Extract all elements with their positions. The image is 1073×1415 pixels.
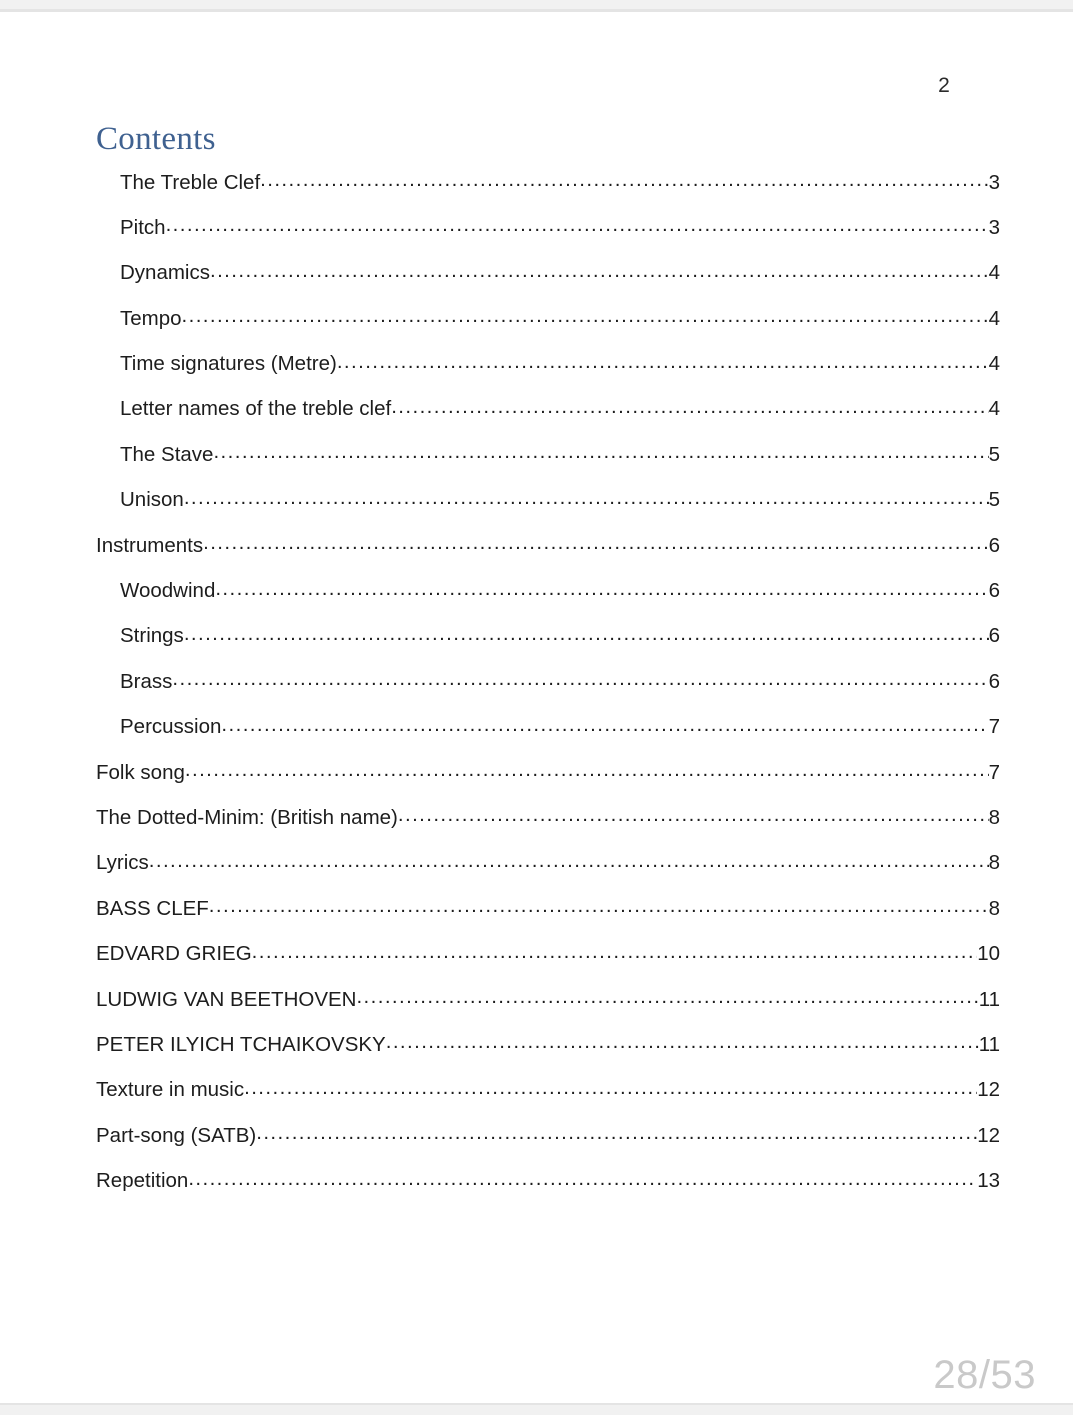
toc-entry[interactable] [0,213,1073,258]
toc-dot-leader [215,577,988,598]
toc-entry-label: Folk song [96,760,185,784]
page-folio-number: 2 [938,74,950,97]
toc-entry-page-number: 4 [988,397,1000,421]
toc-entry-page-number: 8 [988,896,1000,920]
toc-entry-label: Percussion [120,715,222,739]
toc-entry[interactable] [0,1076,1073,1121]
page-position-indicator: 28/53 [933,1353,1036,1397]
toc-dot-leader [337,350,989,371]
toc-entry-label: Texture in music [96,1078,245,1102]
toc-entry[interactable] [0,1030,1073,1075]
toc-dot-leader [172,667,988,688]
toc-dot-leader [184,486,989,507]
toc-dot-leader [203,531,988,552]
toc-entry[interactable] [0,713,1073,758]
toc-entry-page-number: 5 [988,442,1000,466]
toc-entry[interactable] [0,758,1073,803]
toc-dot-leader [256,1121,977,1142]
toc-entry-label: The Stave [120,442,214,466]
toc-entry-label: BASS CLEF [96,896,209,920]
toc-dot-leader [149,849,989,870]
toc-entry-page-number: 3 [988,215,1000,239]
toc-entry-label: LUDWIG VAN BEETHOVEN [96,987,357,1011]
toc-entry[interactable] [0,577,1073,622]
toc-entry-page-number: 5 [988,488,1000,512]
toc-entry-page-number: 7 [988,760,1000,784]
toc-entry-label: The Treble Clef [120,170,261,194]
toc-entry-label: The Dotted-Minim: (British name) [96,805,398,829]
toc-entry[interactable] [0,1167,1073,1212]
toc-entry[interactable] [0,259,1073,304]
toc-entry-page-number: 4 [988,261,1000,285]
toc-entry[interactable] [0,985,1073,1030]
toc-dot-leader [185,758,989,779]
toc-dot-leader [252,940,978,961]
toc-dot-leader [356,985,978,1006]
table-of-contents [0,168,1073,1212]
toc-entry[interactable] [0,531,1073,576]
toc-entry-label: Brass [120,669,173,693]
toc-dot-leader [188,1167,977,1188]
toc-entry[interactable] [0,849,1073,894]
toc-entry-page-number: 12 [977,1123,1000,1147]
toc-entry-label: Time signatures (Metre) [120,352,337,376]
toc-entry[interactable] [0,440,1073,485]
toc-entry-label: Dynamics [120,261,210,285]
toc-dot-leader [398,803,989,824]
toc-entry-label: Unison [120,488,184,512]
toc-entry-label: Part-song (SATB) [96,1123,257,1147]
toc-entry-label: Letter names of the treble clef [120,397,392,421]
toc-entry-label: Lyrics [96,851,149,875]
toc-dot-leader [244,1076,977,1097]
toc-entry[interactable] [0,803,1073,848]
toc-entry-page-number: 8 [988,851,1000,875]
toc-entry[interactable] [0,667,1073,712]
toc-entry-page-number: 3 [988,170,1000,194]
toc-entry[interactable] [0,304,1073,349]
toc-entry[interactable] [0,940,1073,985]
toc-entry-label: Repetition [96,1169,189,1193]
toc-entry[interactable] [0,350,1073,395]
toc-entry-label: Instruments [96,533,204,557]
toc-entry[interactable] [0,1121,1073,1166]
toc-entry[interactable] [0,486,1073,531]
toc-dot-leader [184,622,989,643]
toc-entry[interactable] [0,395,1073,440]
toc-entry-label: EDVARD GRIEG [96,942,252,966]
document-page [0,12,1073,1403]
toc-entry[interactable] [0,894,1073,939]
toc-entry-page-number: 4 [988,352,1000,376]
toc-entry-page-number: 11 [978,1032,1000,1056]
toc-entry[interactable] [0,622,1073,667]
toc-entry-page-number: 4 [988,306,1000,330]
toc-entry-page-number: 12 [977,1078,1000,1102]
contents-heading: Contents [96,121,216,157]
toc-entry-label: Strings [120,624,184,648]
toc-entry-page-number: 6 [988,624,1000,648]
toc-entry-page-number: 6 [988,579,1000,603]
viewer-bottom-gutter [0,1405,1073,1415]
toc-entry-label: Tempo [120,306,182,330]
toc-dot-leader [209,894,989,915]
toc-dot-leader [221,713,988,734]
toc-dot-leader [210,259,989,280]
toc-entry-page-number: 13 [977,1169,1000,1193]
toc-entry-label: Woodwind [120,579,216,603]
toc-entry[interactable] [0,168,1073,213]
toc-entry-label: Pitch [120,215,166,239]
toc-entry-page-number: 11 [978,987,1000,1011]
toc-dot-leader [391,395,988,416]
toc-dot-leader [182,304,989,325]
toc-dot-leader [213,440,988,461]
toc-entry-page-number: 6 [988,533,1000,557]
toc-dot-leader [386,1030,979,1051]
toc-entry-page-number: 8 [988,805,1000,829]
toc-entry-page-number: 7 [988,715,1000,739]
viewer-top-gutter [0,0,1073,9]
toc-entry-page-number: 10 [977,942,1000,966]
toc-entry-page-number: 6 [988,669,1000,693]
toc-dot-leader [260,168,988,189]
toc-entry-label: PETER ILYICH TCHAIKOVSKY [96,1032,386,1056]
toc-dot-leader [166,213,989,234]
